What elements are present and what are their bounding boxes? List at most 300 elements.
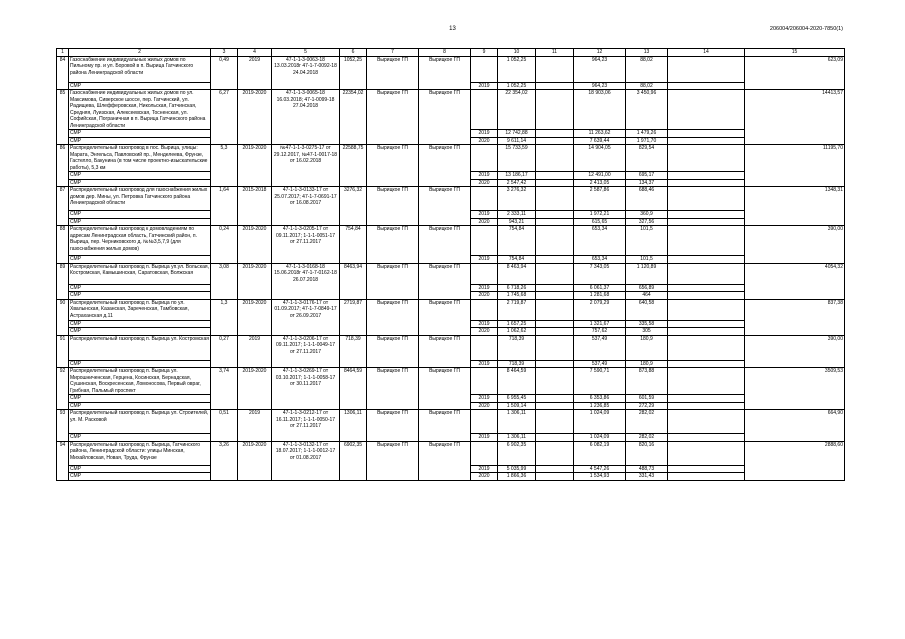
empty-cell xyxy=(536,263,574,284)
empty-cell xyxy=(536,441,574,465)
sub-label: СМР xyxy=(69,320,211,328)
total-cost: 1 306,11 xyxy=(498,410,536,434)
owner: Вырицкое ГП xyxy=(419,145,471,187)
header-cell: 4 xyxy=(238,49,272,57)
empty-cell xyxy=(668,130,745,138)
estimated-cost: 6902,35 xyxy=(340,441,367,480)
empty-cell xyxy=(536,320,574,328)
table-row xyxy=(57,335,845,360)
local-funds: 3 450,96 xyxy=(626,90,668,130)
year-cell xyxy=(471,368,498,395)
total-cost: 8 464,59 xyxy=(498,368,536,395)
sub-year: 2019 xyxy=(471,82,498,90)
header-cell: 14 xyxy=(668,49,745,57)
object-name: Распределительный газопровод п. Вырица ул. Костромская xyxy=(69,335,211,360)
remaining-cost: 623,09 xyxy=(745,56,845,90)
length-km: 1,64 xyxy=(211,187,238,226)
local-funds: 829,54 xyxy=(626,145,668,172)
sub-year: 2020 xyxy=(471,179,498,187)
year-cell xyxy=(471,263,498,284)
sub-label: СМР xyxy=(69,218,211,226)
empty-cell xyxy=(536,395,574,403)
estimated-cost: 8463,94 xyxy=(340,263,367,299)
sub-year: 2019 xyxy=(471,172,498,180)
header-cell: 15 xyxy=(745,49,845,57)
remaining-cost: 664,90 xyxy=(745,410,845,442)
expertise-documents: 47-1-1-3-0133-17 от 25.07.2017; 47-1-7-0691-17 от 16.08.2017 xyxy=(272,187,340,226)
regional-funds: 2 079,29 xyxy=(574,299,626,320)
length-km: 5,3 xyxy=(211,145,238,187)
construction-period: 2015-2018 xyxy=(238,187,272,226)
expertise-documents: 47-1-1-3-0065-18 16.03.2018; 47-1-0099-18 27.04.2018 xyxy=(272,90,340,145)
header-cell: 5 xyxy=(272,49,340,57)
empty-cell xyxy=(668,292,745,300)
sub-year: 2019 xyxy=(471,395,498,403)
customer: Вырицкое ГП xyxy=(367,441,419,480)
empty-cell xyxy=(536,56,574,82)
sub-label: СМР xyxy=(69,82,211,90)
sub-year: 2020 xyxy=(471,137,498,145)
empty-cell xyxy=(536,473,574,481)
sub-label: СМР xyxy=(69,284,211,292)
remaining-cost: 11195,70 xyxy=(745,145,845,187)
regional-funds: 14 904,05 xyxy=(574,145,626,172)
estimated-cost: 1306,11 xyxy=(340,410,367,442)
empty-cell xyxy=(668,145,745,172)
sub-regional: 653,34 xyxy=(574,256,626,264)
construction-period: 2019-2020 xyxy=(238,441,272,480)
object-name: Газоснабжение индивидуальных жилых домов по Пильному пр. и ул. Боровой в п. Вырица Гатчинского района Ленинградской области xyxy=(69,56,211,82)
sub-year: 2019 xyxy=(471,284,498,292)
sub-regional: 1 281,68 xyxy=(574,292,626,300)
row-number: 93 xyxy=(57,410,69,442)
estimated-cost: 3276,32 xyxy=(340,187,367,226)
customer: Вырицкое ГП xyxy=(367,90,419,145)
customer: Вырицкое ГП xyxy=(367,187,419,226)
table-row xyxy=(57,441,845,465)
sub-total: 1 062,62 xyxy=(498,328,536,336)
customer: Вырицкое ГП xyxy=(367,368,419,410)
object-name: Распределительный газопровод п. Вырица ул. Строителей, ул. М. Расковой xyxy=(69,410,211,434)
sub-total: 754,84 xyxy=(498,256,536,264)
sub-year: 2020 xyxy=(471,473,498,481)
owner: Вырицкое ГП xyxy=(419,335,471,368)
construction-period: 2019-2020 xyxy=(238,263,272,299)
local-funds: 101,5 xyxy=(626,226,668,256)
row-number: 86 xyxy=(57,145,69,187)
sub-total: 1 657,25 xyxy=(498,320,536,328)
local-funds: 88,02 xyxy=(626,56,668,82)
sub-total: 6 718,26 xyxy=(498,284,536,292)
sub-local: 327,56 xyxy=(626,218,668,226)
sub-year: 2019 xyxy=(471,256,498,264)
table-row xyxy=(57,410,845,434)
estimated-cost: 8464,59 xyxy=(340,368,367,410)
sub-total: 1 745,68 xyxy=(498,292,536,300)
empty-cell xyxy=(536,130,574,138)
sub-year: 2020 xyxy=(471,328,498,336)
empty-cell xyxy=(536,179,574,187)
total-cost: 8 463,94 xyxy=(498,263,536,284)
year-cell xyxy=(471,299,498,320)
sub-local: 488,73 xyxy=(626,465,668,473)
investment-table xyxy=(56,48,845,481)
customer: Вырицкое ГП xyxy=(367,226,419,264)
empty-cell xyxy=(668,360,745,368)
sub-local: 180,9 xyxy=(626,360,668,368)
object-name: Распределительный газопровод п. Вырица уп.ул. Вольская, Костромская, Камышинская, Саратовская, Волжская xyxy=(69,263,211,284)
length-km: 0,49 xyxy=(211,56,238,90)
total-cost: 6 902,35 xyxy=(498,441,536,465)
year-cell xyxy=(471,441,498,465)
page-number: 13 xyxy=(449,26,456,32)
expertise-documents: 47-1-1-3-0176-17 от 01.09.2017; 47-1-7-0849-17 от 26.09.2017 xyxy=(272,299,340,335)
sub-label: СМР xyxy=(69,360,211,368)
regional-funds: 7 590,71 xyxy=(574,368,626,395)
empty-cell xyxy=(536,90,574,130)
expertise-documents: 47-1-1-3-0132-17 от 18.07.2017; 1-1-1-0012-17 от 01.08.2017 xyxy=(272,441,340,480)
row-number: 90 xyxy=(57,299,69,335)
header-cell: 6 xyxy=(340,49,367,57)
empty-cell xyxy=(536,465,574,473)
sub-regional: 1 024,09 xyxy=(574,434,626,442)
sub-year: 2019 xyxy=(471,130,498,138)
empty-cell xyxy=(668,90,745,130)
empty-cell xyxy=(668,218,745,226)
construction-period: 2019 xyxy=(238,56,272,90)
empty-cell xyxy=(536,368,574,395)
sub-label: СМР xyxy=(69,402,211,410)
empty-cell xyxy=(668,263,745,284)
owner: Вырицкое ГП xyxy=(419,187,471,226)
empty-cell xyxy=(536,292,574,300)
construction-period: 2019 xyxy=(238,410,272,442)
remaining-cost: 14413,57 xyxy=(745,90,845,145)
object-name: Распределительный газопровод для газоснабжения жилых домов дер. Мины, ул. Петровка Гатчинского района Ленинградской области xyxy=(69,187,211,211)
sub-local: 1 479,26 xyxy=(626,130,668,138)
year-cell xyxy=(471,187,498,211)
estimated-cost: 718,39 xyxy=(340,335,367,368)
remaining-cost: 3509,53 xyxy=(745,368,845,410)
sub-total: 9 611,14 xyxy=(498,137,536,145)
sub-regional: 1 972,21 xyxy=(574,211,626,219)
total-cost: 2 719,87 xyxy=(498,299,536,320)
remaining-cost: 390,00 xyxy=(745,335,845,368)
estimated-cost: 1052,25 xyxy=(340,56,367,90)
sub-local: 335,58 xyxy=(626,320,668,328)
sub-regional: 6 353,86 xyxy=(574,395,626,403)
owner: Вырицкое ГП xyxy=(419,263,471,299)
table-row xyxy=(57,56,845,82)
construction-period: 2019 xyxy=(238,335,272,368)
empty-cell xyxy=(668,410,745,434)
owner: Вырицкое ГП xyxy=(419,441,471,480)
table-row xyxy=(57,299,845,320)
row-number: 94 xyxy=(57,441,69,480)
customer: Вырицкое ГП xyxy=(367,335,419,368)
regional-funds: 1 024,09 xyxy=(574,410,626,434)
local-funds: 873,88 xyxy=(626,368,668,395)
sub-regional: 615,65 xyxy=(574,218,626,226)
empty-cell xyxy=(536,284,574,292)
object-name: Распределительный газопровод п. Вырица по ул. Хвалынская, Казанская, Зареченская, Тамбовская, Астраханская д.11 xyxy=(69,299,211,320)
year-cell xyxy=(471,335,498,360)
sub-year: 2020 xyxy=(471,292,498,300)
sub-total: 13 186,17 xyxy=(498,172,536,180)
construction-period: 2019-2020 xyxy=(238,368,272,410)
sub-local: 695,17 xyxy=(626,172,668,180)
expertise-documents: 47-1-1-3-0168-18 15.06.2018г 47-1-7-0162-18 26.07.2018 xyxy=(272,263,340,299)
empty-cell xyxy=(536,145,574,172)
sub-regional: 757,62 xyxy=(574,328,626,336)
owner: Вырицкое ГП xyxy=(419,368,471,410)
sub-local: 88,02 xyxy=(626,82,668,90)
header-cell: 7 xyxy=(367,49,419,57)
empty-cell xyxy=(536,328,574,336)
remaining-cost: 837,38 xyxy=(745,299,845,335)
empty-cell xyxy=(536,187,574,211)
sub-year: 2019 xyxy=(471,465,498,473)
table-row xyxy=(57,226,845,256)
length-km: 3,26 xyxy=(211,441,238,480)
sub-year: 2019 xyxy=(471,434,498,442)
empty-cell xyxy=(668,465,745,473)
sub-label: СМР xyxy=(69,211,211,219)
expertise-documents: 47-1-1-3-0212-17 от 16.11.2017; 1-1-1-0050-17 от 27.11.2017 xyxy=(272,410,340,442)
table-row xyxy=(57,90,845,130)
header-cell: 8 xyxy=(419,49,471,57)
owner: Вырицкое ГП xyxy=(419,226,471,264)
empty-cell xyxy=(536,299,574,320)
empty-cell xyxy=(536,211,574,219)
empty-cell xyxy=(668,441,745,465)
sub-label: СМР xyxy=(69,172,211,180)
sub-total: 5 035,99 xyxy=(498,465,536,473)
empty-cell xyxy=(668,402,745,410)
sub-regional: 1 236,85 xyxy=(574,402,626,410)
estimated-cost: 22588,75 xyxy=(340,145,367,187)
year-cell xyxy=(471,56,498,82)
empty-cell xyxy=(668,256,745,264)
empty-cell xyxy=(668,434,745,442)
remaining-cost: 4054,32 xyxy=(745,263,845,299)
construction-period: 2019-2020 xyxy=(238,90,272,145)
sub-local: 134,37 xyxy=(626,179,668,187)
expertise-documents: 47-1-1-3-0269-17 от 03.10.2017; 1-1-1-0058-17 от 30.11.2017 xyxy=(272,368,340,410)
empty-cell xyxy=(536,335,574,360)
sub-label: СМР xyxy=(69,137,211,145)
sub-regional: 11 263,62 xyxy=(574,130,626,138)
estimated-cost: 22354,02 xyxy=(340,90,367,145)
row-number: 85 xyxy=(57,90,69,145)
remaining-cost: 1348,31 xyxy=(745,187,845,226)
sub-total: 12 742,88 xyxy=(498,130,536,138)
local-funds: 688,46 xyxy=(626,187,668,211)
expertise-documents: 47-1-1-3-0063-18 13.03.2018г 47-1-7-0092-18 24.04.2018 xyxy=(272,56,340,90)
row-number: 91 xyxy=(57,335,69,368)
object-name: Газоснабжение индивидуальных жилых домов по ул. Максимова, Сиверское шоссе, пер. Гатчинский, ул. Радищева, Шлефферовская, Никольская, Гатчинская, Средняя, Луизская, Алексеевская, Тосненская, ул. Софийская, Пограничная в п. Вырица Гатчинского района Ленинградской области xyxy=(69,90,211,130)
customer: Вырицкое ГП xyxy=(367,410,419,442)
sub-regional: 964,23 xyxy=(574,82,626,90)
total-cost: 15 733,59 xyxy=(498,145,536,172)
customer: Вырицкое ГП xyxy=(367,299,419,335)
sub-local: 101,5 xyxy=(626,256,668,264)
construction-period: 2019-2020 xyxy=(238,226,272,264)
header-cell: 13 xyxy=(626,49,668,57)
empty-cell xyxy=(668,368,745,395)
empty-cell xyxy=(668,284,745,292)
regional-funds: 964,23 xyxy=(574,56,626,82)
owner: Вырицкое ГП xyxy=(419,410,471,442)
sub-label: СМР xyxy=(69,328,211,336)
empty-cell xyxy=(536,410,574,434)
sub-regional: 537,49 xyxy=(574,360,626,368)
sub-label: СМР xyxy=(69,465,211,473)
sub-local: 305 xyxy=(626,328,668,336)
sub-year: 2020 xyxy=(471,402,498,410)
empty-cell xyxy=(668,299,745,320)
sub-year: 2020 xyxy=(471,218,498,226)
sub-label: СМР xyxy=(69,130,211,138)
sub-local: 464 xyxy=(626,292,668,300)
regional-funds: 7 343,05 xyxy=(574,263,626,284)
sub-year: 2019 xyxy=(471,320,498,328)
sub-label: СМР xyxy=(69,434,211,442)
empty-cell xyxy=(536,256,574,264)
customer: Вырицкое ГП xyxy=(367,145,419,187)
length-km: 3,08 xyxy=(211,263,238,299)
empty-cell xyxy=(668,320,745,328)
sub-regional: 1 321,67 xyxy=(574,320,626,328)
empty-cell xyxy=(668,187,745,211)
local-funds: 282,02 xyxy=(626,410,668,434)
year-cell xyxy=(471,145,498,172)
local-funds: 820,16 xyxy=(626,441,668,465)
empty-cell xyxy=(668,395,745,403)
length-km: 0,27 xyxy=(211,335,238,368)
document-id: 206004/206004-2020-7850(1) xyxy=(769,26,843,32)
sub-regional: 7 639,44 xyxy=(574,137,626,145)
remaining-cost: 390,00 xyxy=(745,226,845,264)
year-cell xyxy=(471,410,498,434)
length-km: 1,3 xyxy=(211,299,238,335)
row-number: 89 xyxy=(57,263,69,299)
header-cell: 10 xyxy=(498,49,536,57)
sub-label: СМР xyxy=(69,473,211,481)
header-cell: 2 xyxy=(69,49,211,57)
sub-total: 718,39 xyxy=(498,360,536,368)
sub-total: 1 509,14 xyxy=(498,402,536,410)
empty-cell xyxy=(536,218,574,226)
row-number: 84 xyxy=(57,56,69,90)
year-cell xyxy=(471,226,498,256)
table-row xyxy=(57,368,845,395)
object-name: Распределительный газопровод п. Вырица, Гатчинского района, Ленинградской области: улицы Минская, Михайловская, Новая, Труда, Фрунзе xyxy=(69,441,211,465)
construction-period: 2019-2020 xyxy=(238,145,272,187)
sub-total: 1 866,36 xyxy=(498,473,536,481)
object-name: Распределительный газопровод п. Вырица ул. Мирошниченская, Герцена, Косинская, Бернадская, Сушинская, Воскресенская, Ломоносова, Первый овраг, Грибная, Пальмый проспект xyxy=(69,368,211,395)
empty-cell xyxy=(668,172,745,180)
sub-label: СМР xyxy=(69,256,211,264)
estimated-cost: 2719,87 xyxy=(340,299,367,335)
header-cell: 11 xyxy=(536,49,574,57)
header-cell: 3 xyxy=(211,49,238,57)
table-row xyxy=(57,187,845,211)
sub-local: 1 971,70 xyxy=(626,137,668,145)
local-funds: 640,58 xyxy=(626,299,668,320)
local-funds: 1 120,89 xyxy=(626,263,668,284)
empty-cell xyxy=(536,226,574,256)
empty-cell xyxy=(668,211,745,219)
sub-total: 2 333,11 xyxy=(498,211,536,219)
row-number: 88 xyxy=(57,226,69,264)
sub-total: 943,21 xyxy=(498,218,536,226)
sub-label: СМР xyxy=(69,395,211,403)
regional-funds: 6 082,19 xyxy=(574,441,626,465)
empty-cell xyxy=(668,226,745,256)
table-row xyxy=(57,263,845,284)
sub-local: 272,29 xyxy=(626,402,668,410)
total-cost: 1 052,25 xyxy=(498,56,536,82)
sub-label: СМР xyxy=(69,292,211,300)
estimated-cost: 754,84 xyxy=(340,226,367,264)
column-number-row xyxy=(57,49,845,57)
empty-cell xyxy=(668,335,745,360)
total-cost: 754,84 xyxy=(498,226,536,256)
empty-cell xyxy=(536,172,574,180)
sub-total: 1 306,11 xyxy=(498,434,536,442)
empty-cell xyxy=(668,179,745,187)
owner: Вырицкое ГП xyxy=(419,90,471,145)
length-km: 6,27 xyxy=(211,90,238,145)
remaining-cost: 2888,60 xyxy=(745,441,845,480)
header-cell: 12 xyxy=(574,49,626,57)
sub-total: 1 052,25 xyxy=(498,82,536,90)
sub-total: 6 955,45 xyxy=(498,395,536,403)
object-name: Распределительный газопровод в пос. Вырица, улицы: Марата, Энгельса, Павловский пр., Менделеева, Фрунзе, Гастелло, Бакунина (в том числе проектно-изыскательские работы), 5,3 км xyxy=(69,145,211,172)
sub-year: 2019 xyxy=(471,360,498,368)
empty-cell xyxy=(668,473,745,481)
sub-local: 282,02 xyxy=(626,434,668,442)
length-km: 0,51 xyxy=(211,410,238,442)
sub-local: 360,9 xyxy=(626,211,668,219)
header-cell: 1 xyxy=(57,49,69,57)
length-km: 3,74 xyxy=(211,368,238,410)
construction-period: 2019-2020 xyxy=(238,299,272,335)
customer: Вырицкое ГП xyxy=(367,263,419,299)
empty-cell xyxy=(536,137,574,145)
regional-funds: 653,34 xyxy=(574,226,626,256)
sub-local: 656,89 xyxy=(626,284,668,292)
sub-regional: 2 413,05 xyxy=(574,179,626,187)
sub-regional: 12 491,00 xyxy=(574,172,626,180)
owner: Вырицкое ГП xyxy=(419,299,471,335)
empty-cell xyxy=(536,82,574,90)
regional-funds: 537,49 xyxy=(574,335,626,360)
total-cost: 718,39 xyxy=(498,335,536,360)
row-number: 87 xyxy=(57,187,69,226)
year-cell xyxy=(471,90,498,130)
sub-regional: 4 547,26 xyxy=(574,465,626,473)
row-number: 92 xyxy=(57,368,69,410)
local-funds: 180,9 xyxy=(626,335,668,360)
sub-local: 331,43 xyxy=(626,473,668,481)
customer: Вырицкое ГП xyxy=(367,56,419,90)
empty-cell xyxy=(536,360,574,368)
table-row xyxy=(57,145,845,172)
sub-regional: 6 061,37 xyxy=(574,284,626,292)
owner: Вырицкое ГП xyxy=(419,56,471,90)
